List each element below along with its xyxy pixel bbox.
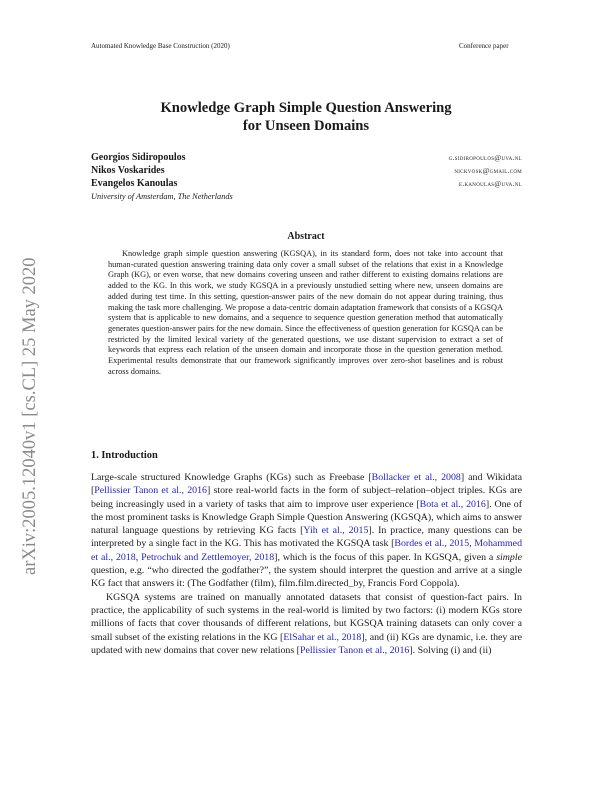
author-name: Nikos Voskarides — [91, 165, 165, 176]
text-run: ], which is the focus of this paper. In KGSQA, given a — [274, 551, 497, 563]
author-email: nickvosk@gmail.com — [454, 166, 522, 175]
text-run: Large-scale structured Knowledge Graphs (KGs) such as Freebase [ — [91, 472, 372, 483]
citation-link[interactable]: Petrochuk and Zettlemoyer, 2018 — [141, 551, 275, 563]
citation-link[interactable]: Bollacker et al., 2008 — [371, 472, 461, 483]
citation-link[interactable]: Bota et al., 2016 — [419, 498, 486, 510]
author-row — [91, 178, 522, 191]
text-run: ]. One of the most prominent tasks is Knowledge Graph Simple Question Answering (KGSQA), which aims to answer natural language questions by retrieving KG facts [ — [91, 498, 523, 537]
text-run: question, e.g. “who directed the godfather?”, the system should interpret the question and arrive at a single KG fact that answers it: (The Godfather (film), film.film.directed_by, Francis Ford Coppola). — [91, 565, 522, 590]
author-name: Evangelos Kanoulas — [91, 178, 178, 189]
affiliation: University of Amsterdam, The Netherlands — [91, 192, 233, 201]
title-line-1: Knowledge Graph Simple Question Answering — [160, 100, 452, 116]
author-row — [91, 152, 522, 165]
author-email: g.sidiropoulos@uva.nl — [448, 153, 522, 162]
text-run: ]. In practice, many questions can be interpreted by a single fact in the KG. This has motivated the KGSQA task [ — [91, 525, 522, 550]
running-header-left: Automated Knowledge Base Construction (2020) — [91, 42, 230, 50]
text-run: , — [135, 551, 142, 563]
citation-link[interactable]: Mohammed et al., 2018 — [91, 538, 523, 563]
text-run: ] store real-world facts in the form of subject–relation–object triples. KGs are being increasingly used in a variety of tasks that aim to improve user experience [ — [91, 485, 522, 510]
text-run: ]. Solving (i) and (ii) — [409, 644, 492, 656]
title-line-2: for Unseen Domains — [242, 118, 370, 134]
citation-link[interactable]: Pellissier Tanon et al., 2016 — [94, 485, 207, 497]
paragraph-1 — [91, 471, 522, 591]
text-run: ] and Wikidata [ — [91, 472, 522, 497]
text-run: , — [469, 538, 475, 550]
text-run: KGSQA systems are trained on manually annotated datasets that consist of question-fact pairs. In practice, the applicability of such systems in the real-world is limited by two factors: (i) modern KGs store millions of facts that cover thousands of different relations, but KGSQA training datasets can only cover a small subset of the existing relations in the KG [ — [91, 591, 522, 643]
citation-link[interactable]: Yih et al., 2015 — [303, 525, 369, 537]
arxiv-identifier-stamp: arXiv:2005.12040v1 [cs.CL] 25 May 2020 — [20, 257, 40, 575]
introduction-body — [91, 471, 522, 657]
author-email: e.kanoulas@uva.nl — [458, 179, 522, 188]
text-run: ], and (ii) KGs are dynamic, i.e. they are updated with new domains that cover new relations [ — [91, 631, 522, 656]
author-row — [91, 165, 522, 178]
abstract-heading: Abstract — [287, 231, 325, 242]
author-block — [91, 152, 522, 201]
emphasis: simple — [496, 551, 522, 563]
section-heading-introduction: 1. Introduction — [91, 450, 158, 461]
paragraph-2 — [91, 591, 522, 657]
paper-title — [91, 99, 521, 135]
citation-link[interactable]: ElSahar et al., 2018 — [283, 631, 362, 643]
citation-link[interactable]: Pellissier Tanon et al., 2016 — [299, 644, 410, 656]
running-header-right: Conference paper — [459, 42, 509, 50]
citation-link[interactable]: Bordes et al., 2015 — [394, 538, 470, 550]
author-name: Georgios Sidiropoulos — [91, 152, 186, 163]
abstract-text: Knowledge graph simple question answering (KGSQA), in its standard form, does not take into account that human-curated question answering training data only cover a small subset of the relations that exist in a Knowledge Graph (KG), or even worse, that new domains covering unseen and rather different to existing domains relations are added to the KG. In this work, we study KGSQA in a previously unstudied setting where new, unseen domains are added during test time. In this setting, question-answer pairs of the new domain do not appear during training, thus making the task more challenging. We propose a data-centric domain adaptation framework that consists of a KGSQA system that is applicable to new domains, and a sequence to sequence question generation method that automatically generates question-answer pairs for the new domain. Since the effectiveness of question generation for KGSQA can be restricted by the limited lexical variety of the generated questions, we use distant supervision to extract a set of keywords that express each relation of the unseen domain and incorporate those in the question generation method. Experimental results demonstrate that our framework significantly improves over zero-shot baselines and is robust across domains. — [108, 249, 503, 376]
